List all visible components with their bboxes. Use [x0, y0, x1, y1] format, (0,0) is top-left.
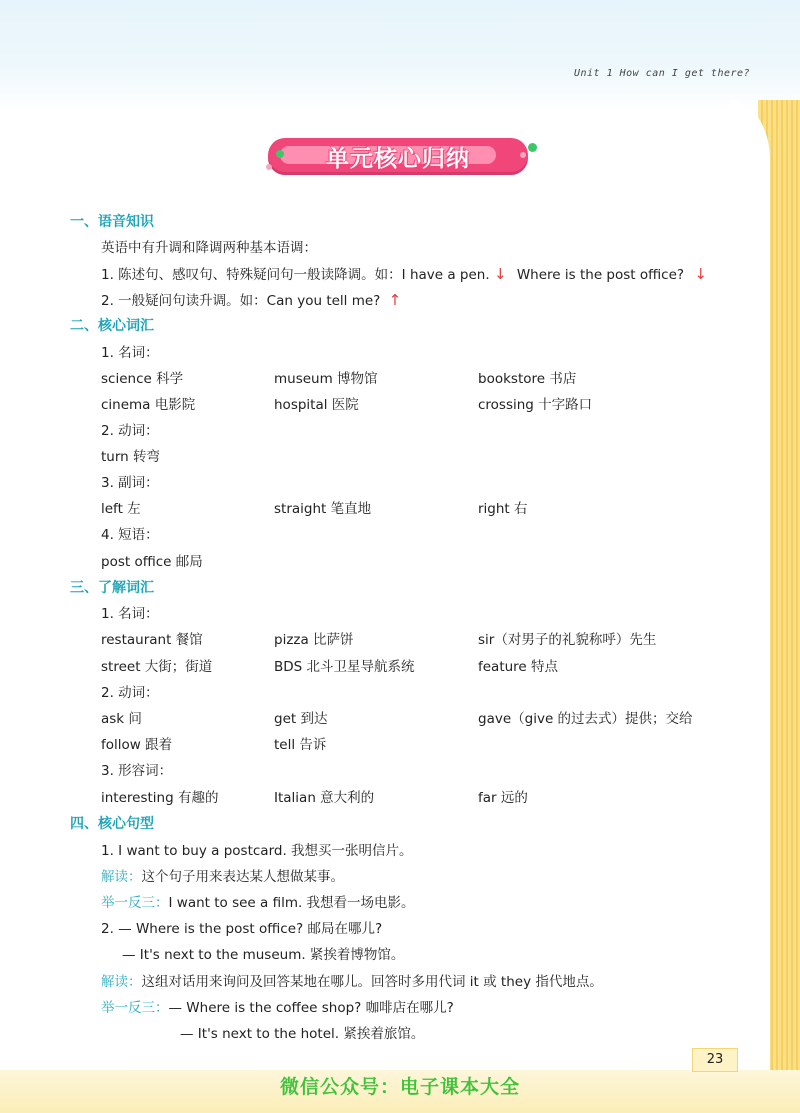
decor-dot-green-left: [276, 150, 284, 158]
vocab-item: get 到达: [274, 711, 328, 727]
vocab-item: gave（give 的过去式）提供；交给: [478, 711, 693, 727]
vocab-item: hospital 医院: [274, 397, 359, 413]
note-text: 这个句子用来表达某人想做某事。: [141, 869, 344, 885]
extra-verb-label: 2. 动词：: [101, 685, 159, 701]
note-label: 解读：: [101, 869, 142, 885]
vocab-item: feature 特点: [478, 659, 559, 675]
sentence-1-example: [101, 894, 415, 912]
falling-tone-arrow-icon: ↓: [493, 265, 507, 283]
vocab-item: left 左: [101, 501, 141, 517]
page-number: 23: [692, 1048, 738, 1072]
vocab-item: cinema 电影院: [101, 397, 196, 413]
section-heading-extra-vocab: 三、了解词汇: [70, 580, 154, 596]
phonetics-intro: 英语中有升调和降调两种基本语调：: [101, 240, 317, 256]
page-curve: [730, 100, 770, 1113]
section-heading-core-vocab: 二、核心词汇: [70, 318, 154, 334]
phonetics-item-1b-text: Where is the post office?: [516, 267, 685, 283]
phonetics-item-1-text: 1. 陈述句、感叹句、特殊疑问句一般读降调。如：I have a pen.: [101, 267, 490, 283]
vocab-item: follow 跟着: [101, 737, 173, 753]
decor-dot-pink-right: [520, 152, 526, 158]
example-label: 举一反三：: [101, 895, 169, 911]
vocab-item: BDS 北斗卫星导航系统: [274, 659, 415, 675]
vocab-item: street 大街；街道: [101, 659, 213, 675]
vocab-item: restaurant 餐馆: [101, 632, 203, 648]
example-text: I want to see a film. 我想看一场电影。: [168, 895, 415, 911]
vocab-item: post office 邮局: [101, 554, 203, 570]
vocab-item: crossing 十字路口: [478, 397, 593, 413]
vocab-item: right 右: [478, 501, 528, 517]
sentence-1: 1. I want to buy a postcard. 我想买一张明信片。: [101, 843, 413, 859]
unit-header: Unit 1 How can I get there?: [574, 68, 751, 79]
rising-tone-arrow-icon: ↑: [388, 291, 402, 309]
example-text: — Where is the coffee shop? 咖啡店在哪儿?: [168, 1000, 454, 1016]
sentence-2-question: 2. — Where is the post office? 邮局在哪儿?: [101, 921, 383, 937]
extra-adj-label: 3. 形容词：: [101, 763, 173, 779]
section-heading-sentences: 四、核心句型: [70, 816, 154, 832]
page-title: 单元核心归纳: [326, 146, 470, 172]
core-noun-label: 1. 名词：: [101, 345, 159, 361]
vocab-item: sir（对男子的礼貌称呼）先生: [478, 632, 657, 648]
vocab-item: turn 转弯: [101, 449, 161, 465]
vocab-item: ask 问: [101, 711, 142, 727]
extra-noun-label: 1. 名词：: [101, 606, 159, 622]
decor-dot-green-right: [528, 143, 537, 152]
sentence-2-note: [101, 973, 603, 991]
decor-dot-pink-left: [266, 164, 272, 170]
phonetics-item-2: [101, 291, 401, 310]
vocab-item: straight 笔直地: [274, 501, 372, 517]
section-heading-phonetics: 一、语音知识: [70, 214, 154, 230]
sentence-2-example: [101, 999, 454, 1017]
vocab-item: science 科学: [101, 371, 184, 387]
vocab-item: tell 告诉: [274, 737, 327, 753]
sentence-2-answer: — It's next to the museum. 紧挨着博物馆。: [122, 947, 405, 963]
core-phrase-label: 4. 短语：: [101, 527, 159, 543]
sentence-2-example-answer: — It's next to the hotel. 紧挨着旅馆。: [180, 1026, 425, 1042]
top-background: [0, 0, 800, 110]
vocab-item: Italian 意大利的: [274, 790, 375, 806]
core-verb-label: 2. 动词：: [101, 423, 159, 439]
falling-tone-arrow-icon: ↓: [694, 265, 707, 283]
phonetics-item-2-text: 2. 一般疑问句读升调。如：Can you tell me?: [101, 293, 381, 309]
core-adverb-label: 3. 副词：: [101, 475, 159, 491]
vocab-item: far 远的: [478, 790, 528, 806]
vocab-item: interesting 有趣的: [101, 790, 219, 806]
watermark: 微信公众号：电子课本大全: [279, 1076, 520, 1098]
phonetics-item-1: [101, 265, 707, 284]
vocab-item: museum 博物馆: [274, 371, 378, 387]
vocab-item: bookstore 书店: [478, 371, 577, 387]
vocab-item: pizza 比萨饼: [274, 632, 354, 648]
section-title-banner: [258, 138, 538, 174]
note-text: 这组对话用来询问及回答某地在哪儿。回答时多用代词 it 或 they 指代地点。: [141, 974, 603, 990]
note-label: 解读：: [101, 974, 142, 990]
sentence-1-note: [101, 868, 344, 886]
example-label: 举一反三：: [101, 1000, 169, 1016]
